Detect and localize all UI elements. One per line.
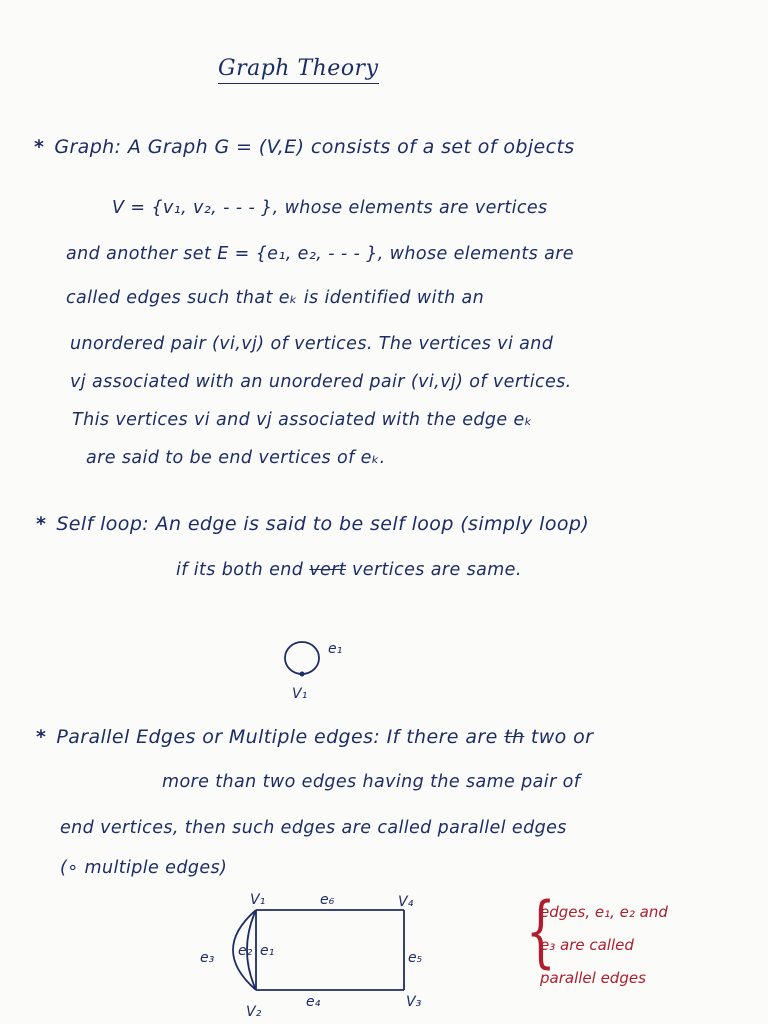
graph-text-8: are said to be end vertices of eₖ. bbox=[86, 448, 386, 468]
self-loop-text-1: An edge is said to be self loop (simply loop) bbox=[155, 513, 590, 535]
self-loop-text-2b: vertices are same. bbox=[352, 560, 522, 580]
parallel-text-1b: two or bbox=[530, 726, 594, 748]
bullet-star: * bbox=[36, 726, 47, 748]
graph-text-4: called edges such that eₖ is identified with an bbox=[66, 288, 485, 308]
edge-label-e5: e₅ bbox=[408, 950, 423, 966]
graph-text-3: and another set E = {e₁, e₂, - - - }, whose elements are bbox=[66, 244, 574, 264]
vertex-label-v1: V₁ bbox=[250, 892, 266, 908]
page-title: Graph Theory bbox=[218, 56, 379, 84]
edge-label-e2: e₂ bbox=[238, 943, 253, 959]
vertex-label-v4: V₄ bbox=[398, 894, 414, 910]
parallel-text-2: more than two edges having the same pair of bbox=[162, 772, 581, 792]
parallel-heading: Parallel Edges or Multiple edges: bbox=[56, 726, 381, 748]
note-line-2: e₃ are called bbox=[540, 936, 634, 954]
vertex-label-v2: V₂ bbox=[246, 1004, 262, 1020]
graph-text-5: unordered pair (vi,vj) of vertices. The vertices vi and bbox=[70, 334, 554, 354]
self-loop-heading: Self loop: bbox=[56, 513, 150, 535]
graph-text-7: This vertices vi and vj associated with the edge eₖ bbox=[72, 410, 533, 430]
graph-text-1: A Graph G = (V,E) consists of a set of objects bbox=[127, 136, 575, 158]
vertex-label-v3: V₃ bbox=[406, 994, 422, 1010]
parallel-edges-note bbox=[540, 896, 710, 995]
edge-label-e6: e₆ bbox=[320, 892, 335, 908]
self-loop-vertex bbox=[300, 672, 305, 677]
parallel-text-1a: If there are bbox=[386, 726, 498, 748]
parallel-text-3: end vertices, then such edges are called parallel edges bbox=[60, 818, 567, 838]
edge-label-e3: e₃ bbox=[200, 950, 215, 966]
self-loop-edge-label: e₁ bbox=[328, 641, 343, 657]
note-line-1: edges, e₁, e₂ and bbox=[540, 903, 668, 921]
graph-heading: Graph: bbox=[54, 136, 122, 158]
self-loop-text-2a: if its both end bbox=[176, 560, 304, 580]
graph-text-2: V = {v₁, v₂, - - - }, whose elements are vertices bbox=[112, 198, 548, 218]
self-loop-edge bbox=[285, 642, 319, 674]
bullet-star: * bbox=[34, 136, 45, 158]
struck-word: th bbox=[504, 726, 525, 748]
parallel-edges-figure bbox=[200, 892, 423, 1020]
curly-brace: { bbox=[525, 887, 556, 977]
edge-label-e1: e₁ bbox=[260, 943, 275, 959]
self-loop-vertex-label: V₁ bbox=[292, 686, 308, 702]
struck-word: vert bbox=[309, 560, 347, 580]
bullet-star: * bbox=[36, 513, 47, 535]
edge-label-e4: e₄ bbox=[306, 994, 321, 1010]
parallel-text-4: (∘ multiple edges) bbox=[60, 858, 228, 878]
graph-text-6: vj associated with an unordered pair (vi,vj) of vertices. bbox=[70, 372, 572, 392]
note-line-3: parallel edges bbox=[540, 969, 646, 987]
self-loop-figure bbox=[285, 641, 342, 702]
